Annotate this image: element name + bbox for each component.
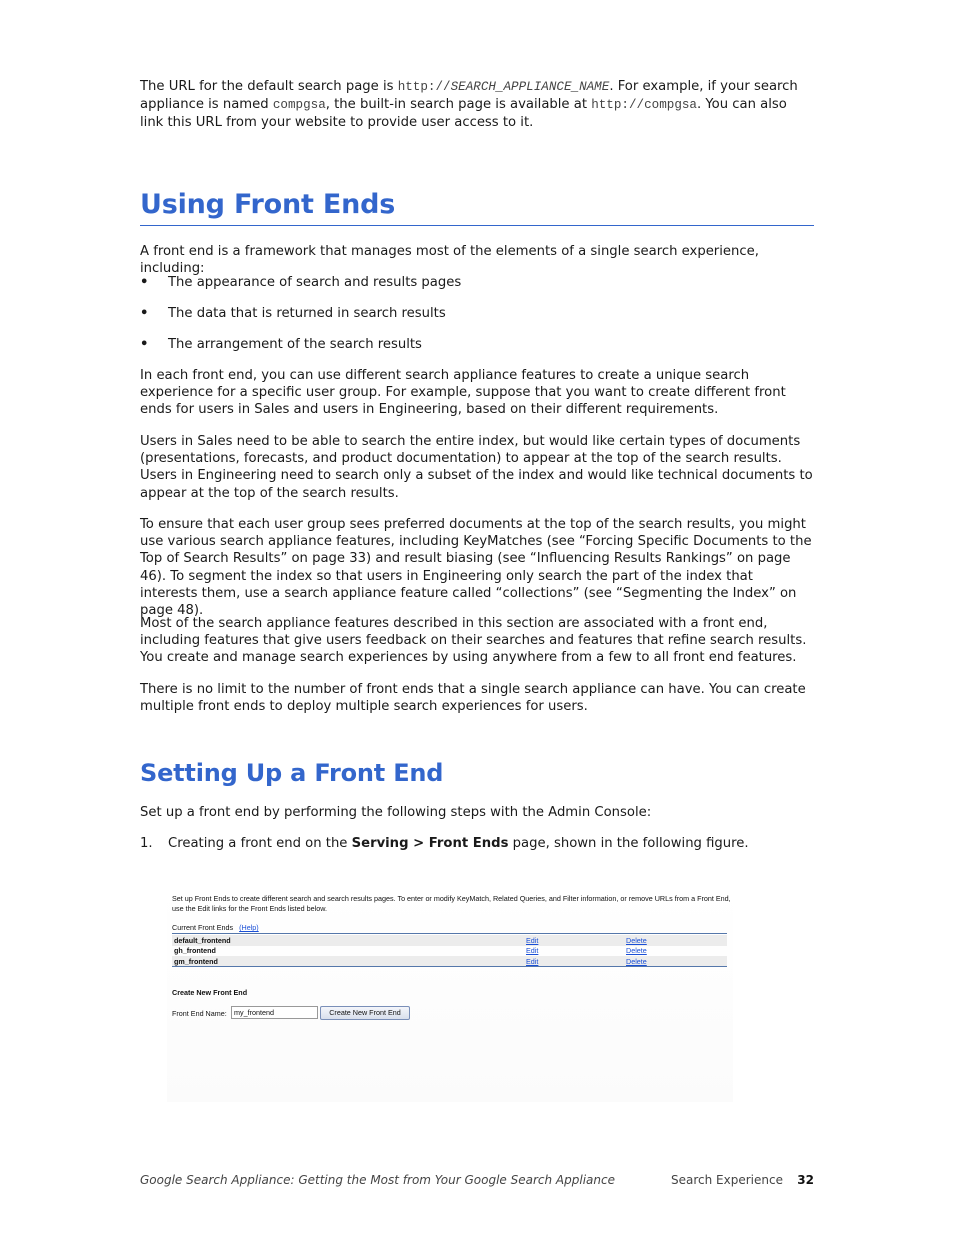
table-row bbox=[172, 946, 727, 957]
intro-text: . You can also link this URL from your website to provide user access to it. bbox=[140, 97, 787, 131]
admin-console-figure bbox=[167, 888, 733, 1102]
current-front-ends-text: Current Front Ends bbox=[172, 923, 234, 932]
section2-lead: Set up a front end by performing the following steps with the Admin Console: bbox=[140, 805, 652, 820]
current-front-ends-label bbox=[172, 923, 259, 932]
create-new-front-end-button[interactable]: Create New Front End bbox=[320, 1006, 410, 1020]
step-number: 1. bbox=[140, 836, 153, 851]
body-paragraph: Most of the search appliance features described in this section are associated with a front end, including features that give users feedback on their searches and features that refine search results. You create and manage search experiences by using anywhere from a few to all front end features. bbox=[140, 616, 807, 666]
appliance-name-code: compgsa bbox=[272, 98, 326, 113]
footer-book-title: Google Search Appliance: Getting the Most from Your Google Search Appliance bbox=[140, 1173, 615, 1187]
bullet-icon: • bbox=[140, 337, 149, 352]
create-new-front-end-heading: Create New Front End bbox=[172, 988, 248, 997]
body-paragraph: In each front end, you can use different search appliance features to create a unique search experience for a specific user group. For example, suppose that you want to create different front ends for users in Sales and users in Engineering, based on their different requirements. bbox=[140, 368, 786, 418]
intro-text: . For example, if your search appliance is named bbox=[140, 79, 798, 113]
front-end-name-label: Front End Name: bbox=[172, 1009, 227, 1018]
intro-text: , the built-in search page is available at bbox=[325, 97, 592, 113]
section-heading-using-front-ends: Using Front Ends bbox=[140, 189, 396, 220]
edit-link[interactable]: Edit bbox=[526, 946, 539, 956]
delete-link[interactable]: Delete bbox=[624, 935, 727, 946]
code-prefix: http:// bbox=[397, 80, 451, 94]
intro-text: The URL for the default search page is bbox=[140, 79, 398, 94]
intro-paragraph bbox=[140, 78, 814, 132]
step-text-after: page, shown in the following figure. bbox=[508, 836, 749, 851]
delete-link[interactable]: Delete bbox=[626, 946, 647, 956]
bullet-text: The arrangement of the search results bbox=[168, 337, 422, 352]
table-bottom-rule bbox=[172, 966, 727, 967]
menu-path: Serving > Front Ends bbox=[351, 836, 509, 851]
table-top-rule bbox=[172, 933, 727, 934]
delete-link[interactable]: Delete bbox=[624, 956, 727, 967]
edit-link[interactable]: Edit bbox=[524, 956, 624, 967]
section1-lead: A front end is a framework that manages most of the elements of a single search experience, including: bbox=[140, 244, 759, 277]
body-paragraph: Users in Sales need to be able to search the entire index, but would like certain types of documents (presentations, forecasts, and product documentation) to appear at the top of the search results. Users in Engineering need to search only a subset of the index and would like technical documents to appear at the top of the search results. bbox=[140, 434, 813, 501]
step-text bbox=[168, 835, 749, 852]
bullet-text: The appearance of search and results pages bbox=[168, 275, 462, 290]
help-link[interactable]: (Help) bbox=[239, 923, 259, 932]
heading-rule bbox=[140, 225, 814, 226]
section-heading-setting-up: Setting Up a Front End bbox=[140, 759, 444, 787]
body-paragraph: To ensure that each user group sees preferred documents at the top of the search results, you might use various search appliance features, including KeyMatches (see “Forcing Specific Documents to the Top of Search Results” on page 33) and result biasing (see “Influencing Results Rankings” on page 46). To segment the index so that users in Engineering only search the part of the index that interests them, use a search appliance feature called “collections” (see “Segmenting the Index” on page 48). bbox=[140, 517, 812, 619]
figure-intro-text: Set up Front Ends to create different search and search results pages. To enter or modify KeyMatch, Related Queries, and Filter information, or remove URLs from a Front End, use the Edit links for the Front Ends listed below. bbox=[172, 894, 731, 913]
bullet-text: The data that is returned in search results bbox=[168, 306, 446, 321]
front-end-name: gm_frontend bbox=[172, 956, 524, 967]
page-number: 32 bbox=[797, 1173, 814, 1187]
edit-link[interactable]: Edit bbox=[524, 935, 624, 946]
footer-section-name: Search Experience bbox=[671, 1173, 783, 1187]
table-row bbox=[172, 956, 727, 967]
front-end-name-input[interactable]: my_frontend bbox=[231, 1006, 318, 1019]
example-url-code: http://compgsa bbox=[591, 98, 697, 113]
bullet-icon: • bbox=[140, 306, 149, 321]
step-text-before: Creating a front end on the bbox=[168, 836, 352, 851]
front-end-name: gh_frontend bbox=[174, 946, 216, 956]
front-end-name: default_frontend bbox=[172, 935, 524, 946]
url-template-code bbox=[398, 80, 610, 94]
front-ends-table bbox=[172, 935, 727, 967]
body-paragraph: There is no limit to the number of front ends that a single search appliance can have. You can create multiple front ends to deploy multiple search experiences for users. bbox=[140, 682, 806, 715]
bullet-icon: • bbox=[140, 275, 149, 290]
code-variable: SEARCH_APPLIANCE_NAME bbox=[450, 80, 610, 94]
table-row bbox=[172, 935, 727, 946]
